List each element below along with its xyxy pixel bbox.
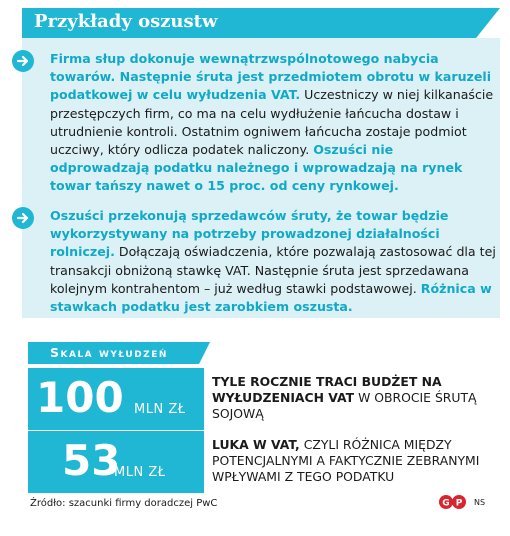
paragraph-2-body: Dołączają oświadczenia, które pozwalają zastosować dla tej transakcji obniżoną stawkę VAT. Następnie śruta jest sprzedawana kolejnym kontrahentom – już według stawki podstawowej. bbox=[50, 244, 496, 296]
paragraph-2-conclusion: Różnica w stawkach podatku jest zarobkiem oszusta. bbox=[50, 280, 492, 315]
paragraph-1-body: Uczestniczy w niej kilkanaście przestępczych firm, co ma na celu wydłużenie łańcucha dostaw i utrudnienie kontroli. Ostatnim ogniwem łańcucha zostaje podmiot uczciwy, który odlicza podatek naliczony. bbox=[50, 87, 494, 158]
paragraph-2 bbox=[50, 207, 496, 316]
author-credit: NS bbox=[474, 498, 486, 507]
stat-row-1-desc bbox=[212, 374, 492, 422]
arrow-right-icon bbox=[12, 50, 34, 72]
publisher-logo-icon bbox=[438, 494, 468, 510]
stat-row-1-value: 100 bbox=[36, 373, 124, 422]
paragraph-2-lead: Oszuści przekonują sprzedawców śruty, że towar będzie wykorzystywany na potrzeby prowadzonej działalności rolniczej. bbox=[50, 208, 449, 260]
stat-row-2-desc-rest: CZYLI RÓŻNICA MIĘDZY POTENCJALNYMI A FAKTYCZNIE ZEBRANYMI WPŁYWAMI Z TEGO PODATKU bbox=[212, 437, 480, 484]
stat-row-2-desc bbox=[212, 437, 492, 485]
paragraph-1-lead: Firma słup dokonuje wewnątrzwspólnotowego nabycia towarów. Następnie śruta jest przedmiotem obrotu w karuzeli podatkowej w celu wyłudzenia VAT. bbox=[50, 51, 492, 103]
scale-label: Skala wyłudzeń bbox=[50, 345, 168, 360]
stat-row-2-value: 53 bbox=[62, 436, 121, 485]
stat-row-2 bbox=[28, 431, 498, 493]
svg-text:P: P bbox=[455, 498, 463, 509]
stat-row-2-unit: MLN ZŁ bbox=[114, 465, 166, 480]
stat-row-1 bbox=[28, 368, 498, 430]
stat-row-1-desc-bold: TYLE ROCZNIE TRACI BUDŻET NA WYŁUDZENIACH VAT bbox=[212, 374, 442, 405]
source-note: Źródło: szacunki firmy doradczej PwC bbox=[30, 498, 218, 509]
svg-text:G: G bbox=[442, 498, 450, 509]
paragraph-1-conclusion: Oszuści nie odprowadzają podatku należnego i wprowadzają na rynek towar tańszy nawet o 15 proc. od ceny rynkowej. bbox=[50, 142, 463, 194]
stat-row-1-unit: MLN ZŁ bbox=[134, 402, 186, 417]
stat-row-2-desc-bold: LUKA W VAT, bbox=[212, 437, 300, 452]
paragraph-1 bbox=[50, 50, 496, 196]
stat-row-1-desc-rest: W OBROCIE ŚRUTĄ SOJOWĄ bbox=[212, 390, 477, 421]
page-title: Przykłady oszustw bbox=[34, 11, 218, 32]
arrow-right-icon bbox=[12, 207, 34, 229]
